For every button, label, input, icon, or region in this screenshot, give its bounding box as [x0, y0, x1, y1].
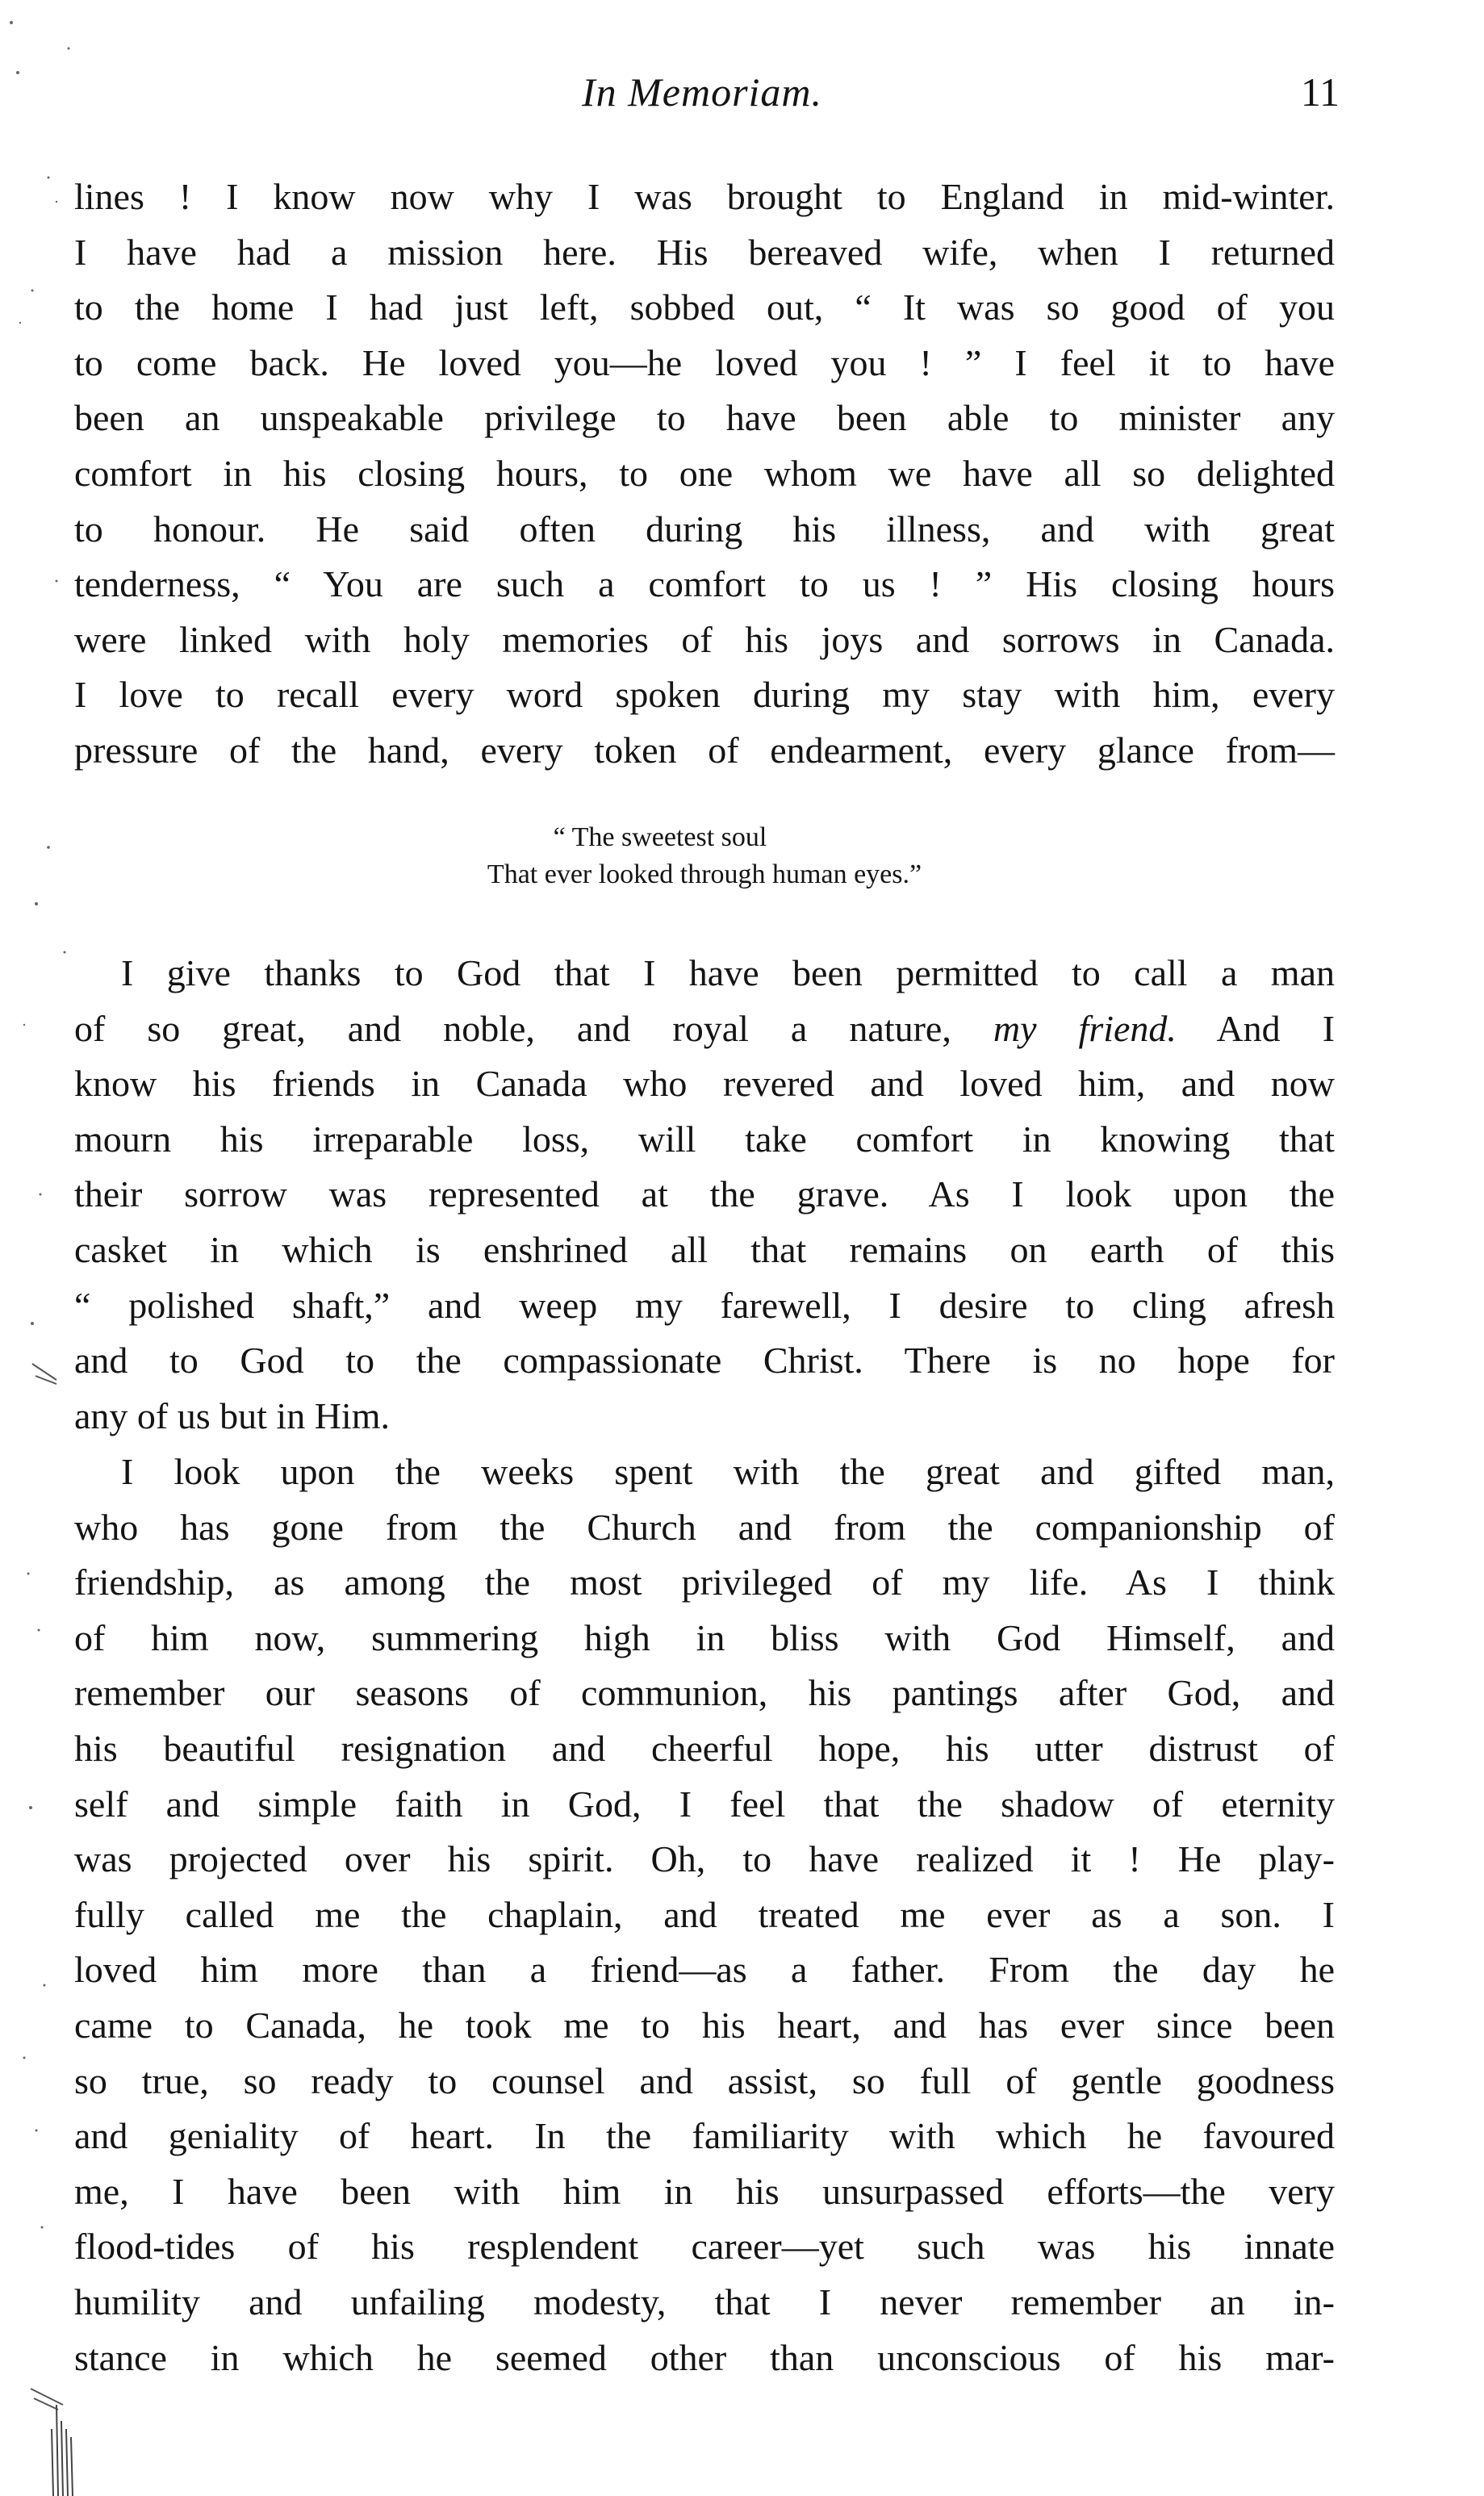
- text-line: I love to recall every word spoken during my stay with him, every: [74, 674, 1335, 716]
- paragraph-1: [74, 169, 1335, 779]
- text-line: [74, 1001, 1335, 1057]
- text-line: came to Canada, he took me to his heart, and has ever since been: [74, 2004, 1335, 2046]
- text-line: I give thanks to God that I have been permitted to call a man: [121, 952, 1335, 993]
- quote-line: That ever looked through human eyes.”: [487, 859, 922, 889]
- text-run: of so great, and noble, and royal a nature,: [74, 1007, 951, 1049]
- text-line: comfort in his closing hours, to one whom we have all so delighted: [74, 452, 1335, 494]
- text-line: remember our seasons of communion, his pantings after God, and: [74, 1672, 1335, 1714]
- text-line: who has gone from the Church and from the companionship of: [74, 1506, 1335, 1548]
- text-line: loved him more than a friend—as a father. From the day he: [74, 1949, 1335, 1991]
- text-line: to honour. He said often during his illness, and with great: [74, 508, 1335, 550]
- text-line: their sorrow was represented at the grave. As I look upon the: [74, 1173, 1335, 1215]
- page-header: [73, 69, 1340, 125]
- text-line: know his friends in Canada who revered and loved him, and now: [74, 1063, 1335, 1105]
- text-line: I look upon the weeks spent with the great and gifted man,: [121, 1451, 1335, 1492]
- quote-line: “ The sweetest soul: [553, 822, 767, 852]
- text-line: lines ! I know now why I was brought to England in mid-winter.: [74, 176, 1335, 217]
- text-line: and geniality of heart. In the familiarity with which he favoured: [74, 2115, 1335, 2157]
- page-number: 11: [1300, 69, 1340, 115]
- text-line: tenderness, “ You are such a comfort to us ! ” His closing hours: [74, 563, 1335, 605]
- paragraph-3: [74, 1445, 1335, 2385]
- text-line: pressure of the hand, every token of endearment, every glance from—: [74, 729, 1335, 771]
- text-line: of him now, summering high in bliss with God Himself, and: [74, 1616, 1335, 1658]
- text-line: to the home I had just left, sobbed out, “ It was so good of you: [74, 286, 1335, 328]
- text-line: self and simple faith in God, I feel that the shadow of eternity: [74, 1783, 1335, 1825]
- text-line: his beautiful resignation and cheerful hope, his utter distrust of: [74, 1727, 1335, 1769]
- text-line: any of us but in Him.: [74, 1394, 390, 1436]
- text-line: me, I have been with him in his unsurpassed efforts—the very: [74, 2170, 1335, 2212]
- text-line: stance in which he seemed other than unconscious of his mar-: [74, 2336, 1335, 2378]
- text-line: mourn his irreparable loss, will take comfort in knowing that: [74, 1118, 1335, 1160]
- emphasis-my-friend: my friend.: [993, 1007, 1177, 1049]
- paragraph-2: [74, 946, 1335, 1444]
- text-line: was projected over his spirit. Oh, to have realized it ! He play-: [74, 1838, 1335, 1880]
- text-line: humility and unfailing modesty, that I never remember an in-: [74, 2281, 1335, 2322]
- text-line: and to God to the compassionate Christ. There is no hope for: [74, 1340, 1335, 1382]
- text-line: flood-tides of his resplendent career—yet such was his innate: [74, 2226, 1335, 2268]
- text-line: so true, so ready to counsel and assist, so full of gentle goodness: [74, 2059, 1335, 2101]
- text-line: casket in which is enshrined all that remains on earth of this: [74, 1228, 1335, 1270]
- text-line: to come back. He loved you—he loved you ! ” I feel it to have: [74, 341, 1335, 383]
- text-line: “ polished shaft,” and weep my farewell, I desire to cling afresh: [74, 1284, 1335, 1326]
- block-quote: [74, 819, 1335, 893]
- text-run: And I: [1216, 1007, 1336, 1049]
- text-line: friendship, as among the most privileged of my life. As I think: [74, 1562, 1335, 1603]
- text-line: been an unspeakable privilege to have been able to minister any: [74, 397, 1335, 439]
- text-line: fully called me the chaplain, and treated me ever as a son. I: [74, 1893, 1335, 1935]
- text-line: were linked with holy memories of his joys and sorrows in Canada.: [74, 618, 1335, 660]
- text-line: I have had a mission here. His bereaved wife, when I returned: [74, 231, 1335, 273]
- running-title: In Memoriam.: [581, 69, 823, 115]
